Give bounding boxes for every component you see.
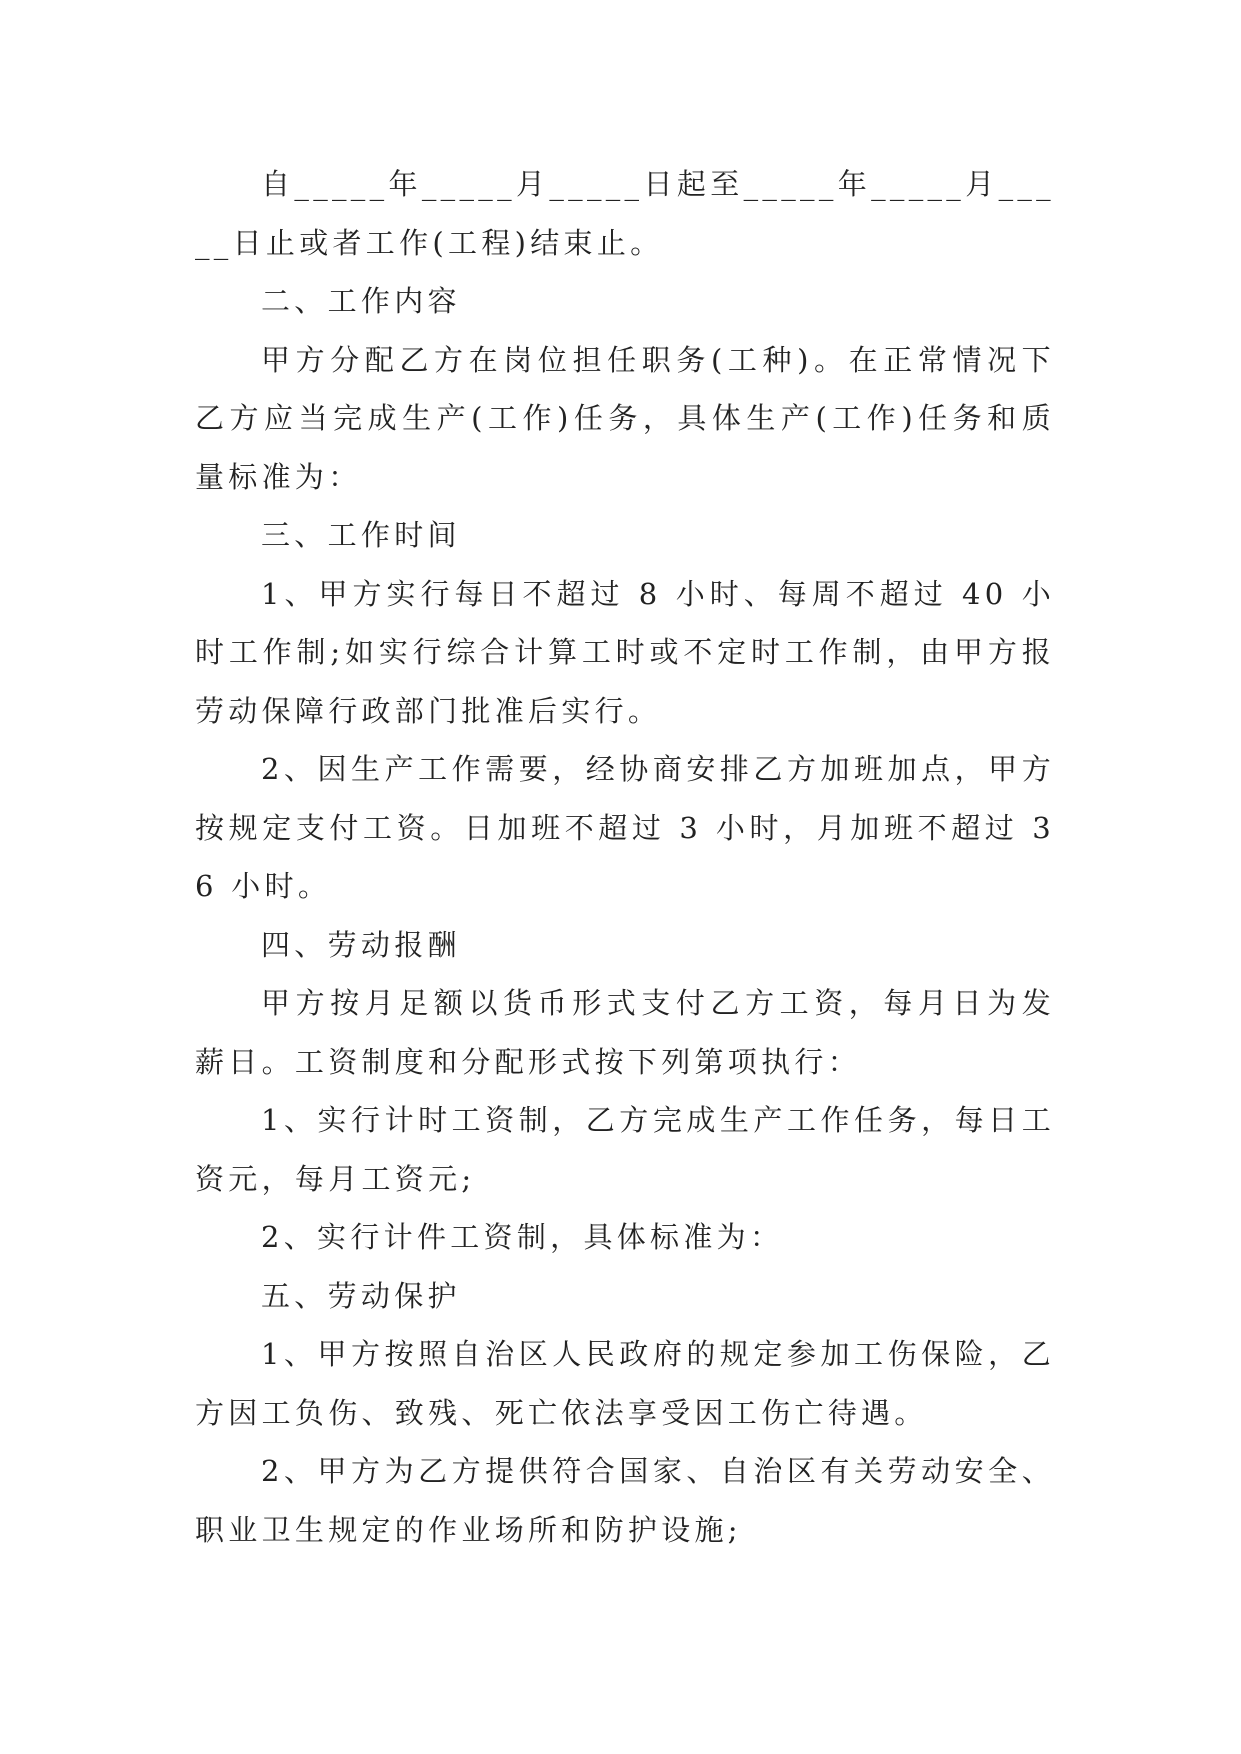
section-heading-work-content: 二、工作内容 [261, 284, 461, 318]
work-time-item-2: 2、因生产工作需要，经协商安排乙方加班加点，甲方按规定支付工资。日加班不超过 3 小时，月加班不超过 36 小时。 [195, 752, 1055, 903]
work-time-item-1: 1、甲方实行每日不超过 8 小时、每周不超过 40 小时工作制;如实行综合计算工时或不定时工作制，由甲方报劳动保障行政部门批准后实行。 [195, 576, 1055, 728]
remuneration-item-2: 2、实行计件工资制，具体标准为： [261, 1220, 784, 1254]
labor-protection-item-2: 2、甲方为乙方提供符合国家、自治区有关劳动安全、职业卫生规定的作业场所和防护设施; [195, 1454, 1055, 1547]
contract-period-paragraph: 自_____年_____月_____日起至_____年_____月_____日止或者工作(工程)结束止。 [195, 167, 1055, 260]
remuneration-item-1: 1、实行计时工资制，乙方完成生产工作任务，每日工资元，每月工资元; [195, 1103, 1055, 1196]
remuneration-paragraph: 甲方按月足额以货币形式支付乙方工资，每月日为发薪日。工资制度和分配形式按下列第项执行： [195, 986, 1055, 1079]
work-content-paragraph: 甲方分配乙方在岗位担任职务(工种)。在正常情况下乙方应当完成生产(工作)任务，具体生产(工作)任务和质量标准为： [195, 342, 1055, 494]
section-heading-remuneration: 四、劳动报酬 [261, 927, 461, 962]
section-heading-work-time: 三、工作时间 [261, 518, 461, 552]
labor-protection-item-1: 1、甲方按照自治区人民政府的规定参加工伤保险，乙方因工负伤、致残、死亡依法享受因工伤亡待遇。 [195, 1337, 1055, 1430]
section-heading-labor-protection: 五、劳动保护 [261, 1278, 461, 1313]
document-body [195, 155, 1055, 1559]
